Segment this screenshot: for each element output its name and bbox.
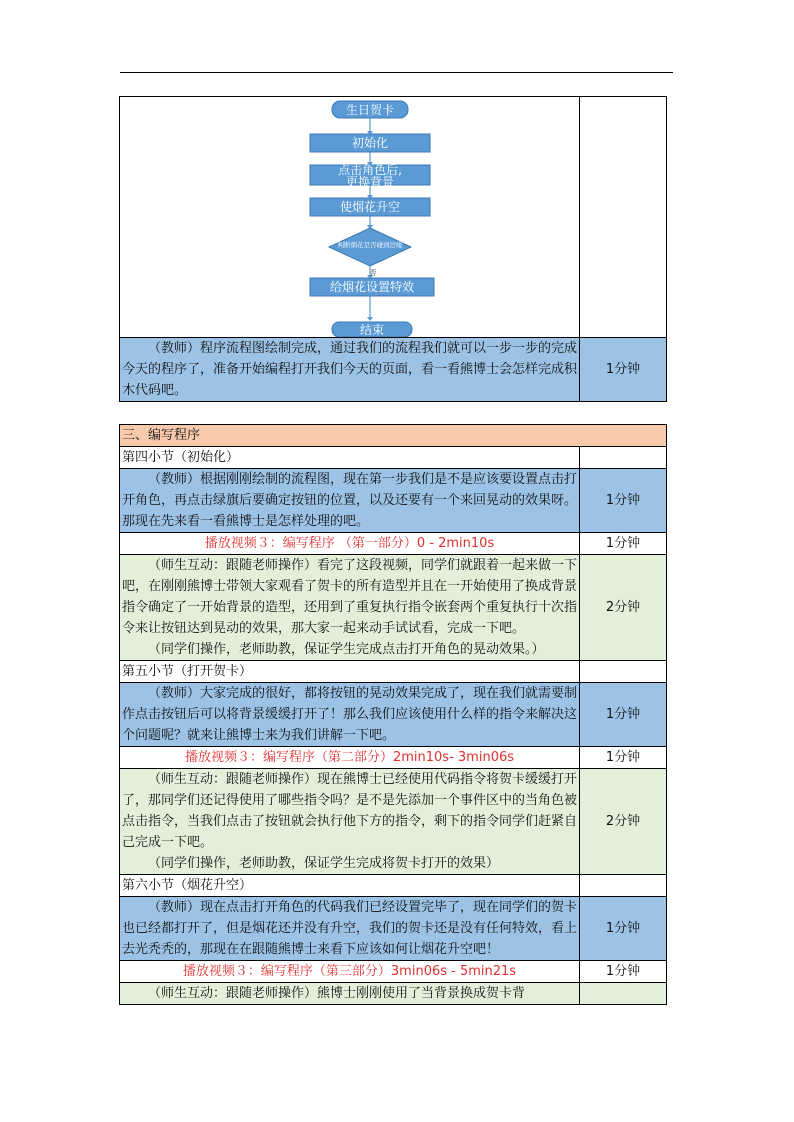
s5-teacher-row — [120, 683, 667, 747]
s4-video-row — [120, 533, 667, 555]
flow-step-click-label-2: 更换背景 — [345, 175, 395, 189]
s6-video-text: 播放视频３：编写程序（第三部分）3min06s - 5min21s — [120, 961, 580, 983]
teacher-flow-text: （教师）程序流程图绘制完成，通过我们的流程我们就可以一步一步的完成今天的程序了，准备开始编程打开我们今天的页面，看一看熊博士会怎样完成积木代码吧。 — [120, 338, 580, 402]
s5-video-row — [120, 747, 667, 769]
s6-teacher-text: （教师）现在点击打开角色的代码我们已经设置完毕了，现在同学们的贺卡也已经都打开了，但是烟花还并没有升空，我们的贺卡还是没有任何特效，看上去光秃秃的，那现在在跟随熊博士来看下应该如何让烟花升空吧！ — [120, 897, 580, 961]
teacher-flow-row — [120, 338, 667, 402]
s4-interact-time: 2分钟 — [580, 555, 667, 661]
flow-decision-no-label: 否 — [369, 269, 377, 277]
s6-interact-text: （师生互动：跟随老师操作）熊博士刚刚使用了当背景换成贺卡背 — [120, 983, 580, 1005]
s4-video-text: 播放视频３：编写程序 （第一部分）0 - 2min10s — [120, 533, 580, 555]
s4-title-time — [580, 447, 667, 469]
flowchart-time-cell — [580, 97, 667, 338]
teacher-flow-time: 1分钟 — [580, 338, 667, 402]
s5-interact-cell — [120, 769, 580, 875]
s4-interact-text-2: （同学们操作，老师助教，保证学生完成点击打开角色的晃动效果。） — [148, 642, 545, 657]
flow-decision-label: 判断烟花是否碰到边缘 — [337, 241, 403, 249]
arrowhead — [367, 317, 373, 321]
s6-interact-time — [580, 983, 667, 1005]
s4-interact-cell — [120, 555, 580, 661]
section-title: 三、编写程序 — [120, 425, 667, 447]
flow-step-click-label-1: 点击角色后, — [338, 163, 402, 177]
lesson-plan-table — [119, 96, 667, 1005]
s4-teacher-row — [120, 469, 667, 533]
program-flowchart — [120, 97, 580, 337]
s5-interact-time: 2分钟 — [580, 769, 667, 875]
s4-title-row — [120, 447, 667, 469]
s5-teacher-time: 1分钟 — [580, 683, 667, 747]
flow-step-fireworks-label: 使烟花升空 — [339, 200, 401, 214]
s6-teacher-row — [120, 897, 667, 961]
s5-interact-text-2: （同学们操作，老师助教，保证学生完成将贺卡打开的效果） — [148, 856, 500, 871]
s5-teacher-text: （教师）大家完成的很好，都将按钮的晃动效果完成了，现在我们就需要制作点击按钮后可以将背景缓缓打开了！那么我们应该使用什么样的指令来解决这个问题呢？就来让熊博士来为我们讲解一下吧。 — [120, 683, 580, 747]
s5-title: 第五小节（打开贺卡） — [120, 661, 580, 683]
s5-video-time: 1分钟 — [580, 747, 667, 769]
spacer-row — [120, 402, 667, 425]
section-title-row — [120, 425, 667, 447]
flowchart-cell — [120, 97, 580, 338]
s6-title: 第六小节（烟花升空） — [120, 875, 580, 897]
s5-video-text: 播放视频３：编写程序（第二部分）2min10s- 3min06s — [120, 747, 580, 769]
s6-title-time — [580, 875, 667, 897]
s6-video-time: 1分钟 — [580, 961, 667, 983]
s5-interact-row — [120, 769, 667, 875]
s5-title-time — [580, 661, 667, 683]
header-rule — [120, 72, 673, 73]
s4-interact-text: （师生互动：跟随老师操作）看完了这段视频，同学们就跟着一起来做一下吧，在刚刚熊博士带领大家观看了贺卡的所有造型并且在一开始使用了换成背景指令确定了一开始背景的造型，还用到了重复执行指令嵌套两个重复执行十次指令来让按钮达到晃动的效果，那大家一起来动手试试看，完成一下吧。 — [122, 558, 578, 636]
s4-title: 第四小节（初始化） — [120, 447, 580, 469]
s4-interact-row — [120, 555, 667, 661]
flow-step-init-label: 初始化 — [351, 136, 389, 150]
s4-teacher-time: 1分钟 — [580, 469, 667, 533]
s4-teacher-text: （教师）根据刚刚绘制的流程图，现在第一步我们是不是应该要设置点击打开角色，再点击绿旗后要确定按钮的位置，以及还要有一个来回晃动的效果呀。那现在先来看一看熊博士是怎样处理的吧。 — [120, 469, 580, 533]
s6-title-row — [120, 875, 667, 897]
flow-end-label: 结束 — [359, 323, 385, 337]
s5-title-row — [120, 661, 667, 683]
flow-step-effects-label: 给烟花设置特效 — [329, 280, 415, 294]
s6-interact-row — [120, 983, 667, 1005]
s6-teacher-time: 1分钟 — [580, 897, 667, 961]
flow-start-label: 生日贺卡 — [345, 103, 395, 117]
s5-interact-text: （师生互动：跟随老师操作）现在熊博士已经使用代码指令将贺卡缓缓打开了，那同学们还记得使用了哪些指令吗？是不是先添加一个事件区中的当角色被点击指令，当我们点击了按钮就会执行他下方的指令，剩下的指令同学们赶紧自己完成一下吧。 — [122, 772, 578, 850]
s6-video-row — [120, 961, 667, 983]
s4-video-time: 1分钟 — [580, 533, 667, 555]
flowchart-row — [120, 97, 667, 338]
